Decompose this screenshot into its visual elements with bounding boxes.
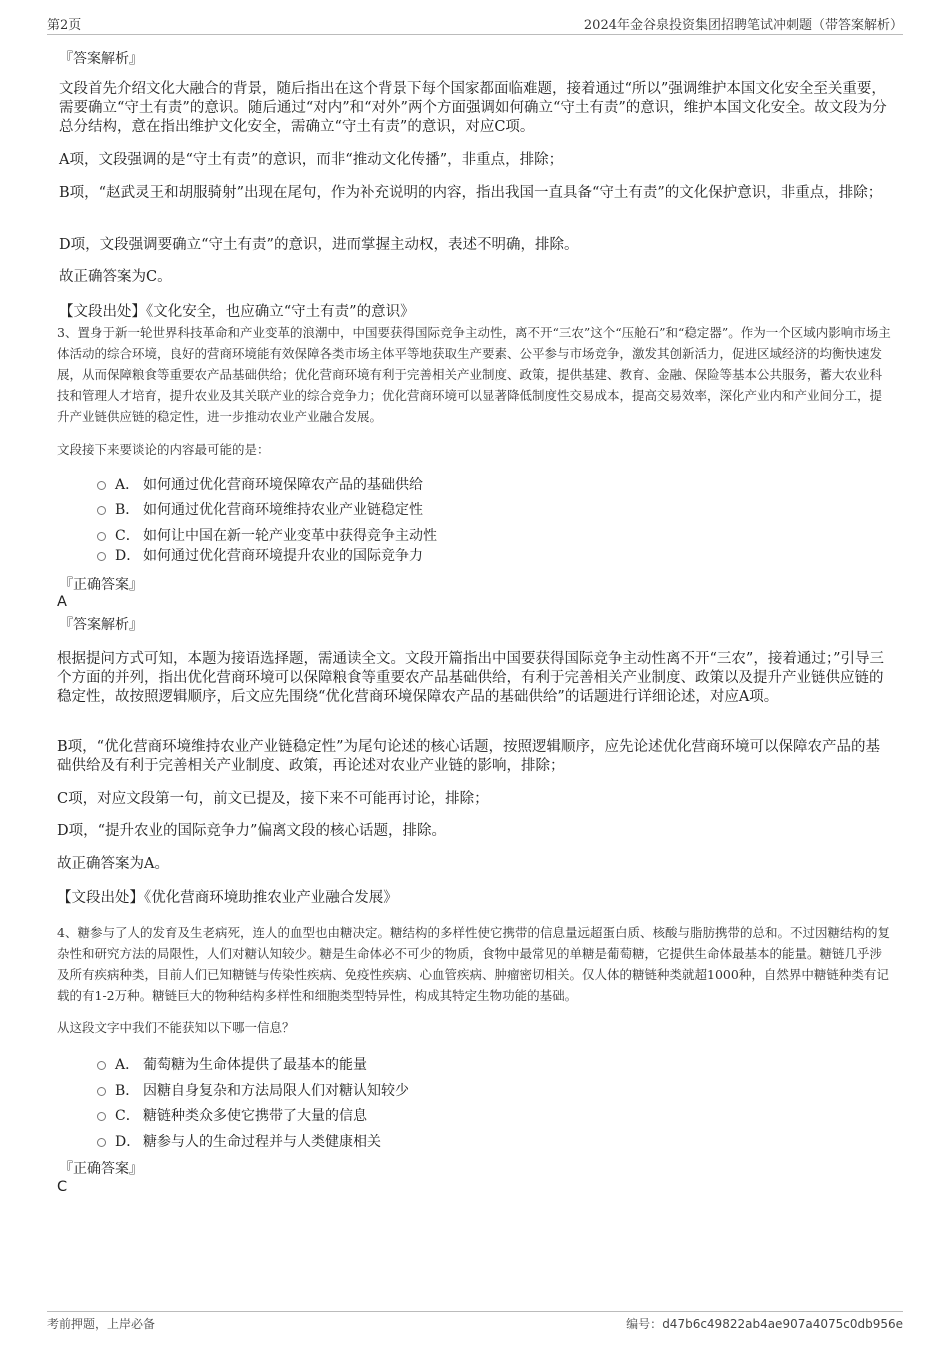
option-text: 如何通过优化营商环境保障农产品的基础供给 [143, 477, 423, 493]
option-letter: C． [115, 528, 140, 544]
radio-icon[interactable] [97, 1061, 106, 1070]
q3-option-d[interactable] [97, 545, 423, 565]
q4-option-a[interactable] [97, 1054, 367, 1074]
q3-option-b[interactable] [97, 499, 423, 519]
q3-analysis-p5: 故正确答案为A。 [57, 856, 169, 872]
q3-analysis-label: 『答案解析』 [59, 617, 143, 633]
q3-correct-answer: A [57, 594, 67, 610]
footer-code [626, 1315, 903, 1332]
footer-slogan: 考前押题，上岸必备 [47, 1317, 156, 1331]
q4-correct-label: 『正确答案』 [59, 1161, 143, 1177]
q2-analysis-p2: A项，文段强调的是“守土有责”的意识，而非“推动文化传播”，非重点，排除； [59, 152, 564, 168]
option-text: 如何通过优化营商环境提升农业的国际竞争力 [143, 548, 423, 564]
q4-option-c[interactable] [97, 1105, 367, 1125]
q3-option-a[interactable] [97, 474, 423, 494]
q2-analysis-p3: B项，“赵武灵王和胡服骑射”出现在尾句，作为补充说明的内容，指出我国一直具备“守土有责”的文化保护意识，非重点，排除； [59, 185, 883, 201]
option-text: 如何让中国在新一轮产业变革中获得竞争主动性 [143, 528, 437, 544]
radio-icon[interactable] [97, 1138, 106, 1147]
option-letter: D． [115, 548, 141, 564]
option-text: 如何通过优化营商环境维持农业产业链稳定性 [143, 502, 423, 518]
q4-option-b[interactable] [97, 1080, 409, 1100]
q3-question: 文段接下来要谈论的内容最可能的是： [57, 442, 270, 457]
option-letter: A． [115, 1057, 140, 1073]
q3-analysis-p1: 根据提问方式可知，本题为接语选择题，需通读全文。文段开篇指出中国要获得国际竞争主动性离不开“三农”，接着通过；”引导三个方面的并列，指出优化营商环境可以保障粮食等重要农产品基础供给，有利于完善相关产业制度、政策以及提升产业链供应链的稳定性，故按照逻辑顺序，后文应先围绕“优化营商环境保障农产品的基础供给”的话题进行详细论述，对应A项。 [57, 651, 884, 705]
q3-correct-label: 『正确答案』 [59, 577, 143, 593]
option-letter: D． [115, 1134, 141, 1150]
radio-icon[interactable] [97, 1112, 106, 1121]
q2-analysis-p4: D项，文段强调要确立“守土有责”的意识，进而掌握主动权，表述不明确，排除。 [59, 237, 579, 253]
q2-analysis-p5: 故正确答案为C。 [59, 269, 172, 285]
q4-option-d[interactable] [97, 1131, 381, 1151]
q3-analysis-p2: B项，“优化营商环境维持农业产业链稳定性”为尾句论述的核心话题，按照逻辑顺序，应先论述优化营商环境可以保障农产品的基础供给及有利于完善相关产业制度、政策，再论述对农业产业链的影响，排除； [57, 739, 880, 774]
q4-stem: 4、糖参与了人的发育及生老病死，连人的血型也由糖决定。糖结构的多样性使它携带的信息量远超蛋白质、核酸与脂肪携带的总和。不过因糖结构的复杂性和研究方法的局限性，人们对糖认知较少。糖是生命体必不可少的物质，食物中最常见的单糖是葡萄糖，它提供生命体最基本的能量。糖链几乎涉及所有疾病种类，目前人们已知糖链与传染性疾病、免疫性疾病、心血管疾病、肿瘤密切相关。仅人体的糖链种类就超1000种，自然界中糖链种类有记载的有1-2万种。糖链巨大的物种结构多样性和细胞类型特异性，构成其特定生物功能的基础。 [57, 925, 890, 1003]
q3-source: 【文段出处】《优化营商环境助推农业产业融合发展》 [57, 890, 398, 906]
q3-analysis-p4: D项，“提升农业的国际竞争力”偏离文段的核心话题，排除。 [57, 823, 446, 839]
option-text: 糖链种类众多使它携带了大量的信息 [143, 1108, 367, 1124]
header-divider [47, 34, 903, 35]
footer-code-value: d47b6c49822ab4ae907a4075c0db956e [662, 1317, 903, 1331]
q2-source: 【文段出处】《文化安全，也应确立“守土有责”的意识》 [59, 304, 415, 320]
radio-icon[interactable] [97, 552, 106, 561]
option-letter: B． [115, 1083, 140, 1099]
option-letter: B． [115, 502, 140, 518]
q3-option-c[interactable] [97, 525, 437, 545]
option-letter: A． [115, 477, 140, 493]
radio-icon[interactable] [97, 1087, 106, 1096]
q4-question: 从这段文字中我们不能获知以下哪一信息？ [57, 1020, 295, 1035]
radio-icon[interactable] [97, 481, 106, 490]
radio-icon[interactable] [97, 506, 106, 515]
document-title: 2024年金谷泉投资集团招聘笔试冲刺题（带答案解析） [583, 18, 903, 33]
option-text: 因糖自身复杂和方法局限人们对糖认知较少 [143, 1083, 409, 1099]
q3-analysis-p3: C项，对应文段第一句，前文已提及，接下来不可能再讨论，排除； [57, 791, 489, 807]
q2-analysis-p1: 文段首先介绍文化大融合的背景，随后指出在这个背景下每个国家都面临难题，接着通过“所以”强调维护本国文化安全至关重要，需要确立“守土有责”的意识。随后通过“对内”和“对外”两个方面强调如何确立“守土有责”的意识，维护本国文化安全。故文段为分总分结构，意在指出维护文化安全，需确立“守土有责”的意识，对应C项。 [59, 81, 887, 135]
footer-divider [47, 1311, 903, 1312]
option-letter: C． [115, 1108, 140, 1124]
q2-analysis-label: 『答案解析』 [59, 51, 143, 67]
q4-correct-answer: C [57, 1179, 68, 1195]
page-number: 第2页 [47, 18, 82, 33]
radio-icon[interactable] [97, 532, 106, 541]
footer-code-label: 编号： [626, 1317, 663, 1331]
q3-stem: 3、置身于新一轮世界科技革命和产业变革的浪潮中，中国要获得国际竞争主动性，离不开“三农”这个“压舱石”和“稳定器”。作为一个区域内影响市场主体活动的综合环境，良好的营商环境能有效保障各类市场主体平等地获取生产要素、公平参与市场竞争，激发其创新活力，促进区域经济的均衡快速发展，从而保障粮食等重要农产品基础供给；优化营商环境有利于完善相关产业制度、政策，提供基建、教育、金融、保险等基本公共服务，蓄大农业科技和管理人才培育，提升农业及其关联产业的综合竞争力；优化营商环境可以显著降低制度性交易成本，提高交易效率，深化产业内和产业间分工，提升产业链供应链的稳定性，进一步推动农业产业融合发展。 [57, 325, 891, 424]
option-text: 糖参与人的生命过程并与人类健康相关 [143, 1134, 381, 1150]
option-text: 葡萄糖为生命体提供了最基本的能量 [143, 1057, 367, 1073]
